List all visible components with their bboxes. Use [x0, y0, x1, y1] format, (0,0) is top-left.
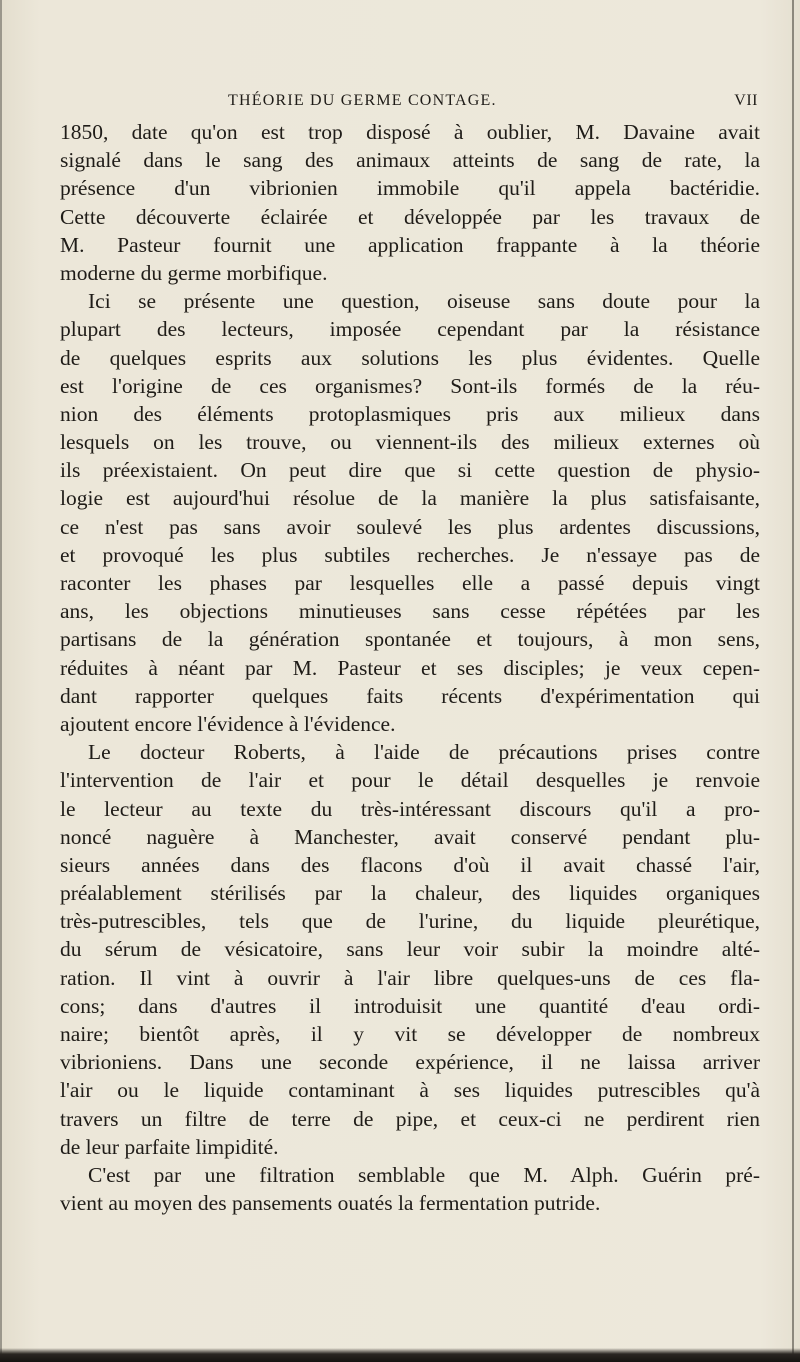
text-line: ration. Il vint à ouvrir à l'air libre quelques-uns de ces fla- — [60, 965, 760, 990]
page-number: VII — [734, 92, 758, 109]
text-line: l'intervention de l'air et pour le détail desquelles je renvoie — [60, 768, 760, 793]
right-page-edge — [792, 0, 794, 1362]
text-line: ce n'est pas sans avoir soulevé les plus ardentes discussions, — [60, 514, 760, 539]
text-line: nion des éléments protoplasmiques pris aux milieux dans — [60, 401, 760, 426]
body-text — [60, 118, 760, 1217]
text-line: dant rapporter quelques faits récents d'expérimentation qui — [60, 683, 760, 708]
text-line: travers un filtre de terre de pipe, et ceux-ci ne perdirent rien — [60, 1106, 760, 1131]
text-line: du sérum de vésicatoire, sans leur voir subir la moindre alté- — [60, 937, 760, 962]
text-line: logie est aujourd'hui résolue de la manière la plus satisfaisante, — [60, 486, 760, 511]
text-line: M. Pasteur fournit une application frappante à la théorie — [60, 232, 760, 257]
text-line: ils préexistaient. On peut dire que si cette question de physio- — [60, 458, 760, 483]
text-line: partisans de la génération spontanée et toujours, à mon sens, — [60, 627, 760, 652]
text-line: vibrioniens. Dans une seconde expérience, il ne laissa arriver — [60, 1050, 760, 1075]
running-header — [118, 92, 758, 116]
text-line: plupart des lecteurs, imposée cependant par la résistance — [60, 317, 760, 342]
text-line: noncé naguère à Manchester, avait conservé pendant plu- — [60, 824, 760, 849]
text-line: raconter les phases par lesquelles elle a passé depuis vingt — [60, 571, 760, 595]
text-line: 1850, date qu'on est trop disposé à oublier, M. Davaine avait — [60, 120, 760, 144]
text-line: Le docteur Roberts, à l'aide de précautions prises contre — [88, 740, 760, 765]
text-line: naire; bientôt après, il y vit se développer de nombreux — [60, 1022, 760, 1046]
text-line: réduites à néant par M. Pasteur et ses disciples; je veux cepen- — [60, 655, 760, 680]
bottom-page-edge — [0, 1348, 800, 1362]
text-line: présence d'un vibrionien immobile qu'il appela bactéridie. — [60, 176, 760, 201]
text-line: ans, les objections minutieuses sans cesse répétées par les — [60, 599, 760, 624]
running-title: THÉORIE DU GERME CONTAGE. — [228, 92, 497, 109]
text-line: Ici se présente une question, oiseuse sans doute pour la — [88, 289, 760, 314]
text-line: signalé dans le sang des animaux atteints de sang de rate, la — [60, 148, 760, 173]
text-line: C'est par une filtration semblable que M. Alph. Guérin pré- — [88, 1162, 760, 1187]
text-line: préalablement stérilisés par la chaleur, des liquides organiques — [60, 881, 760, 906]
text-line: ajoutent encore l'évidence à l'évidence. — [60, 711, 396, 736]
text-line: Cette découverte éclairée et développée par les travaux de — [60, 204, 760, 229]
text-line: et provoqué les plus subtiles recherches. Je n'essaye pas de — [60, 542, 760, 567]
text-line: le lecteur au texte du très-intéressant discours qu'il a pro- — [60, 796, 760, 821]
text-line: de quelques esprits aux solutions les plus évidentes. Quelle — [60, 345, 760, 370]
text-line: sieurs années dans des flacons d'où il avait chassé l'air, — [60, 852, 760, 877]
text-line: lesquels on les trouve, ou viennent-ils des milieux externes où — [60, 430, 760, 455]
text-line: de leur parfaite limpidité. — [60, 1134, 279, 1159]
left-page-edge — [0, 0, 2, 1362]
text-line: l'air ou le liquide contaminant à ses liquides putrescibles qu'à — [60, 1078, 760, 1103]
text-line: vient au moyen des pansements ouatés la fermentation putride. — [60, 1191, 601, 1216]
text-line: très-putrescibles, tels que de l'urine, du liquide pleurétique, — [60, 909, 760, 934]
text-line: cons; dans d'autres il introduisit une quantité d'eau ordi- — [60, 993, 760, 1018]
text-line: moderne du germe morbifique. — [60, 260, 328, 285]
text-line: est l'origine de ces organismes? Sont-ils formés de la réu- — [60, 373, 760, 398]
